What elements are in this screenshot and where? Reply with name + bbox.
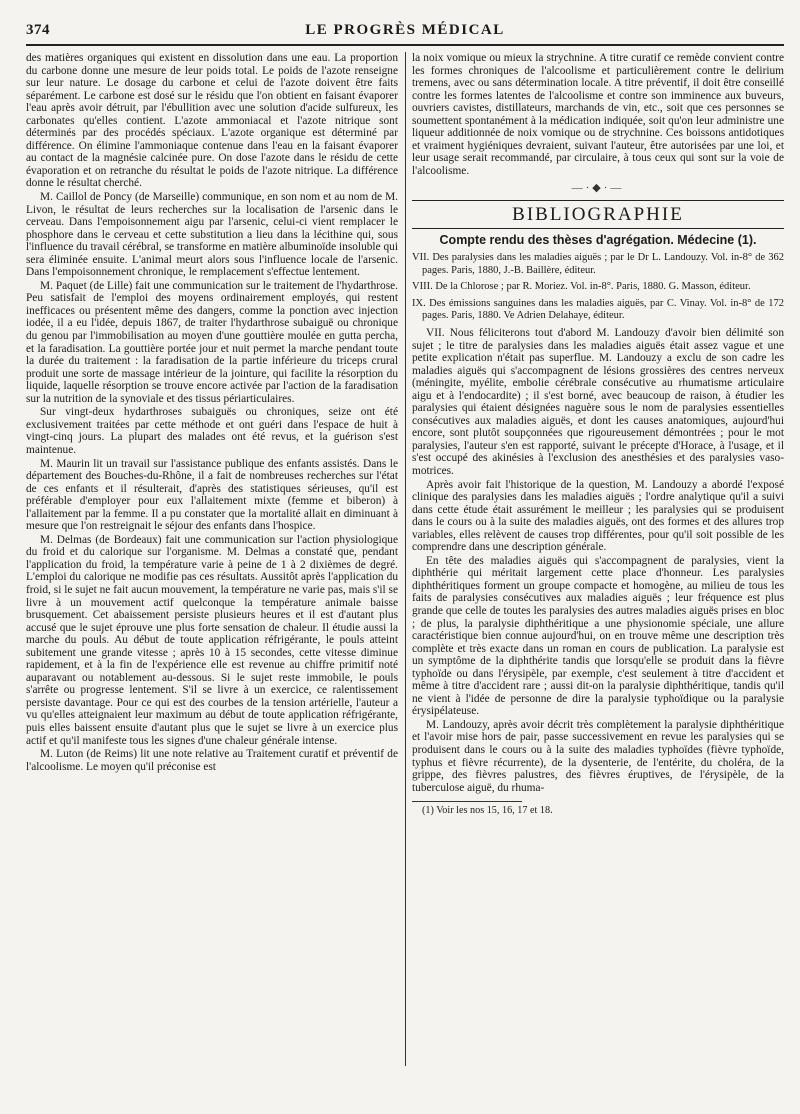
newspaper-page [26, 22, 784, 1102]
article-paragraph: M. Paquet (de Lille) fait une communication sur le traitement de l'hydarthrose. Peu satisfait de l'emploi des moyens ordinairement employés, qui restent inefficaces ou présentent même des dangers, comme la ponction avec injection iodée, il a eu l'idée, depuis 1867, de traiter l'hydarthrose subaiguë ou chronique du genou par l'immobilisation au moyen d'une gouttière moulée en gutta percha, et la faradisation. La gouttière portée jour et nuit permet la marche pendant toute la durée du traitement : la faradisation de la partie inférieure du triceps crural produit une sorte de massage intérieur de la jointure, qui facilite la résorption du liquide, laquelle résorption se trouve encore activée par l'action de la faradisation sur la nutrition de la synoviale et des tissus périarticulaires. [26, 279, 398, 405]
article-paragraph: Sur vingt-deux hydarthroses subaiguës ou chroniques, seize ont été exclusivement traitées par cette méthode et ont guéri dans l'espace de huit à vingt-cinq jours. La plupart des malades ont été revus, et la guérison s'est maintenue. [26, 406, 398, 456]
review-paragraph: En tête des maladies aiguës qui s'accompagnent de paralysies, vient la diphthérie qui méritait largement cette place d'honneur. Les paralysies diphthéritiques forment un groupe compacte et homogène, au milieu de tous les faits de paralysies consécutives aux maladies aiguës ; leur fréquence est plus grande que celle de toutes les paralysies des autres maladies aiguës prises en bloc ; de plus, la paralysie diphthéritique a une physionomie spéciale, une allure caractéristique bien connue aujourd'hui, on en trouve même une description très complète et très exacte dans un roman en cours de publication. La paralysie est un symptôme de la diphthérite tandis que lorsqu'elle se produit dans la fièvre typhoïde ou dans l'érysipèle, par exemple, c'est seulement à titre d'accident et même à titre d'accident rare ; aussi dit-on la paralysie diphthéritique, tandis qu'il ne vient à l'idée de personne de dire la paralysie typhoïdique ou la paralysie érysipélateuse. [412, 554, 784, 718]
article-paragraph: M. Caillol de Poncy (de Marseille) communique, en son nom et au nom de M. Livon, le résultat de leurs recherches sur la localisation de l'arsenic dans le cerveau. Dans l'empoisonnement aigu par l'arsenic, celui-ci vient remplacer le phosphore dans le cerveau et cette substitution a lieu dans la lécithine qui, sous l'influence du travail cérébral, se transforme en matière albuminoïde insoluble qui sera éliminée ensuite. L'animal meurt alors sous l'influence locale de l'arsenic. Dans l'empoisonnement chronique, le remplacement s'effectue lentement. [26, 191, 398, 279]
review-paragraph: M. Landouzy, après avoir décrit très complètement la paralysie diphthéritique et l'avoir mise hors de pair, passe successivement en revue les paralysies qui se produisent dans le cours ou à la suite des maladies typhoïdes (fièvre typhoïde, typhus et fièvre récurrente), de la dysenterie, de l'entérite, du choléra, de la grippe, des fièvres palustres, des fièvres éruptives, de l'érysipèle, de la tuberculose aiguë, du rhuma- [412, 718, 784, 794]
article-paragraph: la noix vomique ou mieux la strychnine. A titre curatif ce remède convient contre les formes chroniques de l'alcoolisme et particulièrement contre le delirium tremens, avec ou sans détermination locale. A titre préventif, il doit être conseillé contre les formes latentes de l'alcoolisme et contre son imminence aux buveurs, ouvriers cavistes, distillateurs, marchands de vin, etc., soit que ces personnes se soumettent spontanément à la médication indiquée, soit qu'on leur administre une liqueur additionnée de noix vomique ou de strychnine. Ces boissons antidotiques et vraiment hygiéniques devraient, suivant l'auteur, être autorisées par une loi, et leur usage serait recommandé, par circulaire, à tous ceux qui sont sur la voie de l'alcoolisme. [412, 52, 784, 177]
right-column [412, 52, 784, 1102]
article-paragraph: M. Delmas (de Bordeaux) fait une communication sur l'action physiologique du froid et du calorique sur l'organisme. M. Delmas a constaté que, pendant l'application du froid, la température varie à peine de 1 à 2 dixièmes de degré. L'emploi du calorique ne modifie pas ces résultats. Aussitôt après l'application du froid, si le sujet ne fait aucun mouvement, la température ne varie pas, mais s'il se livre à un mouvement actif quelconque la température animale baisse brusquement. Cet abaissement persiste plusieurs heures et il est d'autant plus accusé que le sujet éprouve une plus forte sensation de chaleur. Il étudie aussi la marche du pouls. Au début de toute application réfrigérante, le pouls atteint subitement une grande vitesse ; après 10 à 15 secondes, cette vitesse diminue rapidement, et à la fin de l'expérience elle est revenue au chiffre primitif noté auparavant ou notablement au-dessous. Si le sujet reste immobile, le pouls s'arrête ou progresse lentement. S'il se livre à un exercice, ce ralentissement persiste davantage. Pour ce qui est des courbes de la tension artérielle, l'auteur a vu qu'elles atteignaient leur maximum au début de toute application réfrigérante, puis elles baissent ensuite d'autant plus que le sujet se livre à un exercice plus actif et qu'il manifeste tous les signes d'une chaleur générale intense. [26, 533, 398, 747]
bibliography-entry: IX. Des émissions sanguines dans les maladies aiguës, par C. Vinay. Vol. in-8° de 172 pages. Paris, 1880. Ve Adrien Delahaye, éditeur. [412, 297, 784, 322]
page-number: 374 [26, 22, 50, 38]
review-paragraph: VII. Nous féliciterons tout d'abord M. Landouzy d'avoir bien délimité son sujet ; le titre de paralysies dans les maladies aiguës était assez vague et une petite explication n'était pas superflue. M. Landouzy a exclu de son cadre les maladies aiguës qui s'accompagnent de lésions grossières des centres nerveux (méningite, myélite, embolie cérébrale consécutive au rhumatisme articulaire aigu et à l'endocardite) ; il s'est borné, avec beaucoup de raison, à étudier les paralysies qui étaient désignées naguère sous le nom de paralysies essentielles consécutives aux maladies aiguës, et dont les causes anatomiques, aujourd'hui encore, sont plutôt soupçonnées que rigoureusement démontrées ; pour le mot paralysies, l'auteur s'en est rapporté, suivant le précepte d'Horace, à l'usage, et il s'est occupé des akinésies à l'exclusion des anesthésies et des paralysies vaso-motrices. [412, 326, 784, 477]
journal-title: LE PROGRÈS MÉDICAL [305, 22, 505, 38]
header-rule [26, 44, 784, 46]
article-paragraph: M. Luton (de Reims) lit une note relative au Traitement curatif et préventif de l'alcoolisme. Le moyen qu'il préconise est [26, 748, 398, 773]
article-paragraph: M. Maurin lit un travail sur l'assistance publique des enfants assistés. Dans le département des Bouches-du-Rhône, il a fait de nombreuses recherches sur l'état de ces enfants et il résulterait, d'après des statistiques sérieuses, qu'il est préférable d'employer pour eux l'allaitement mixte (femme et biberon) à l'allaitement par la femme. Il a pu constater que la mortalité allait en diminuant à mesure que l'on restreignait le séjour des enfants dans l'hospice. [26, 457, 398, 533]
article-paragraph: des matières organiques qui existent en dissolution dans une eau. La proportion du carbone donne une mesure de leur poids total. Le poids de l'azote renseigne sur leur nature. Le dosage du carbone et celui de l'azote doivent être faits séparément. Le carbone est dosé sur le résidu que l'on obtient en faisant évaporer l'eau après avoir détruit, par l'ébullition avec une solution d'acide sulfureux, les carbonates qu'elles contient. L'azote ammoniacal et l'azote nitrique sont déterminés par des procédés spéciaux. L'azote organique est déterminé par différence. On élimine l'ammoniaque contenue dans l'eau en la faisant évaporer au contact de la magnésie calcinée pure. On dose l'azote dans le résidu de cette évaporation et on retranche du résultat le poids de l'azote nitrique. La différence donne le résultat cherché. [26, 52, 398, 190]
footnote-rule [412, 801, 522, 802]
columns [26, 52, 784, 1102]
bibliography-entry: VII. Des paralysies dans les maladies aiguës ; par le Dr L. Landouzy. Vol. in-8° de 362 pages. Paris, 1880, J.-B. Baillère, éditeur. [412, 252, 784, 276]
section-ornament: —·◆·— [571, 182, 625, 195]
column-separator [405, 52, 406, 1066]
bibliography-entry: VIII. De la Chlorose ; par R. Moriez. Vol. in-8°. Paris, 1880. G. Masson, éditeur. [412, 281, 751, 293]
bibliography-subtitle: Compte rendu des thèses d'agrégation. Médecine (1). [439, 233, 757, 248]
page-header [26, 22, 784, 42]
left-column [26, 52, 398, 1102]
review-paragraph: Après avoir fait l'historique de la question, M. Landouzy a abordé l'exposé clinique des paralysies dans les maladies aiguës ; l'ordre analytique qu'il a suivi dans cette étude était assurément le meilleur ; les paralysies qui se produisent dans le cours ou à la suite des maladies aiguës, ont des formes et des allures trop variables, elles relèvent de causes trop différentes, pour qu'il soit possible de les comprendre dans une description générale. [412, 478, 784, 554]
bibliography-title: BIBLIOGRAPHIE [412, 200, 784, 229]
footnote: (1) Voir les nos 15, 16, 17 et 18. [422, 805, 553, 817]
